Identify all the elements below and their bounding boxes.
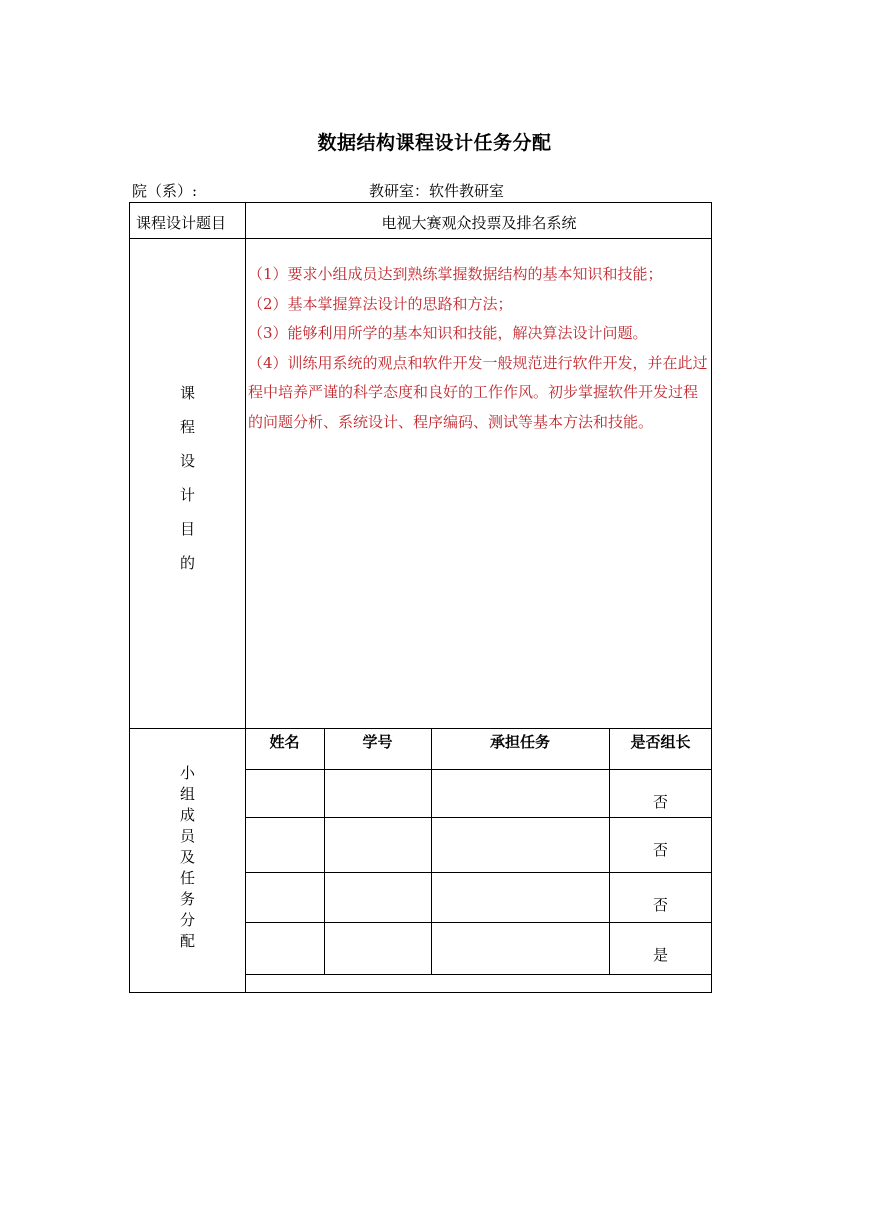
header-task: 承担任务 [489,733,550,751]
department-label: 院（系）: [132,182,198,200]
member-label-char: 分 [179,911,195,929]
purpose-label [129,382,246,586]
purpose-list [248,260,712,437]
member-label-char: 小 [179,764,195,782]
member-label-char: 成 [179,806,195,824]
member-col-divider [324,728,325,974]
member-col-divider [431,728,432,974]
purpose-label-char: 课 [179,384,195,402]
member-leader-cell: 否 [652,896,668,914]
member-label-char: 配 [179,932,195,950]
member-leader-cell: 是 [652,946,668,964]
topic-label: 课程设计题目 [136,214,227,232]
member-row-divider [245,769,712,770]
topic-row-divider [129,238,712,239]
purpose-row-divider [129,728,712,729]
member-label-char: 任 [179,869,195,887]
member-label-char: 及 [179,848,195,866]
member-row-divider [245,922,712,923]
purpose-label-char: 设 [179,452,195,470]
header-name: 姓名 [269,733,300,751]
purpose-label-char: 程 [179,418,195,436]
purpose-label-char: 目 [179,520,195,538]
member-label-char: 员 [179,827,195,845]
member-label-char: 务 [179,890,195,908]
member-label-char: 组 [179,785,195,803]
member-row-divider [245,974,712,975]
header-student-id: 学号 [362,733,393,751]
purpose-label-char: 计 [179,486,195,504]
purpose-item: （1）要求小组成员达到熟练掌握数据结构的基本知识和技能； [248,265,663,283]
topic-value: 电视大赛观众投票及排名系统 [381,214,577,232]
purpose-item: （4）训练用系统的观点和软件开发一般规范进行软件开发，并在此过程中培养严谨的科学态度和良好的工作作风。初步掌握软件开发过程的问题分析、系统设计、程序编码、测试等基本方法和技能。 [248,353,708,431]
member-label [129,762,246,951]
member-leader-cell: 否 [652,793,668,811]
purpose-label-char: 的 [179,554,195,572]
purpose-item: （3）能够利用所学的基本知识和技能，解决算法设计问题。 [248,324,648,342]
purpose-item: （2）基本掌握算法设计的思路和方法； [248,294,513,313]
member-row-divider [245,817,712,818]
office-label: 教研室：软件教研室 [369,182,505,200]
document-title: 数据结构课程设计任务分配 [317,132,552,154]
member-row-divider [245,872,712,873]
header-leader: 是否组长 [630,733,691,751]
member-leader-cell: 否 [652,841,668,859]
